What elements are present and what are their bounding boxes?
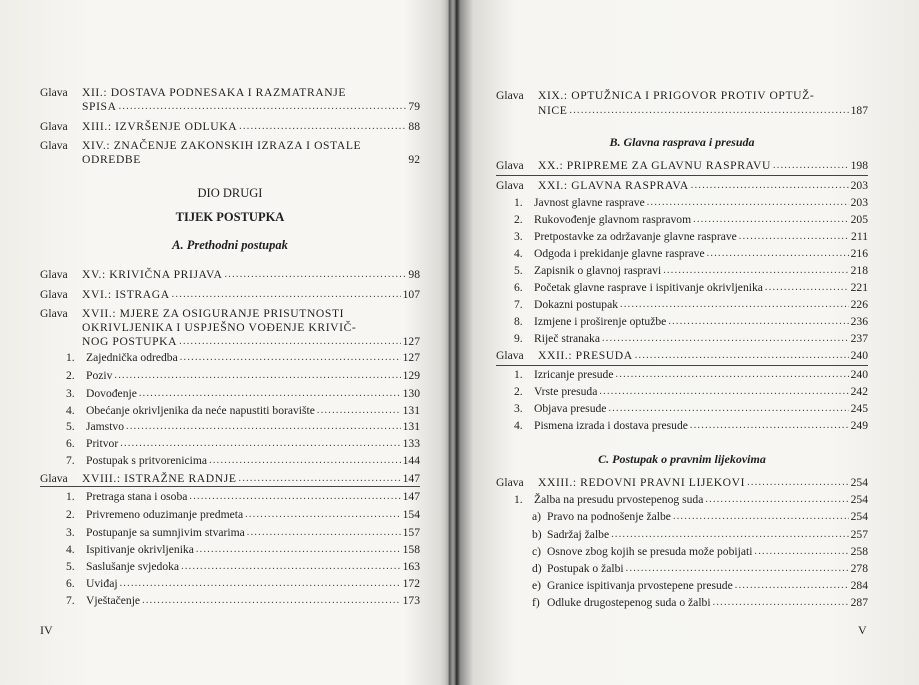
toc-subitem: f) Odluke drugostepenog suda o žalbi ..... 287	[532, 596, 868, 610]
toc-item: 3. Objava presude ..... 245	[514, 402, 868, 416]
toc-item: 1. Zajednička odredba ..... 127	[66, 351, 420, 365]
toc-item: 1. Izricanje presude ..... 240	[514, 368, 868, 382]
toc-item: 4. Obećanje okrivljenika da neće napustiti boravište ..... 131	[66, 404, 420, 418]
toc-entry: Glava XIII.: IZVRŠENJE ODLUKA ..... 88	[40, 120, 420, 134]
toc-item: 7. Vještačenje ..... 173	[66, 594, 420, 608]
toc-item: 2. Vrste presuda ..... 242	[514, 385, 868, 399]
toc-entry: Glava XX.: PRIPREME ZA GLAVNU RASPRAVU ..... 198	[496, 159, 868, 173]
page-number: IV	[40, 623, 53, 637]
left-page	[0, 0, 440, 685]
toc-item: 3. Dovođenje ..... 130	[66, 387, 420, 401]
toc-item: 7. Dokazni postupak ..... 226	[514, 298, 868, 312]
toc-item: 5. Saslušanje svjedoka ..... 163	[66, 560, 420, 574]
toc-item: 4. Ispitivanje okrivljenika ..... 158	[66, 543, 420, 557]
toc-item: 5. Jamstvo ..... 131	[66, 420, 420, 434]
divider	[496, 365, 868, 366]
toc-entry-continuation: NICE ..... 187	[538, 104, 868, 118]
toc-item: 3. Pretpostavke za održavanje glavne rasprave ..... 211	[514, 230, 868, 244]
toc-item: 6. Početak glavne rasprave i ispitivanje okrivljenika ..... 221	[514, 281, 868, 295]
toc-entry: Glava XIV.: ZNAČENJE ZAKONSKIH IZRAZA I OSTALE	[40, 139, 362, 152]
toc-subitem: a) Pravo na podnošenje žalbe ..... 254	[532, 510, 868, 524]
part-heading: DIO DRUGI	[197, 186, 263, 200]
toc-item: 2. Poziv ..... 129	[66, 369, 420, 383]
toc-entry-continuation: NOG POSTUPKA ..... 127	[82, 335, 420, 349]
toc-item: 1. Žalba na presudu prvostepenog suda ..... 254	[514, 493, 868, 507]
toc-entry: Glava XIX.: OPTUŽNICA I PRIGOVOR PROTIV OPTUŽ-	[496, 89, 815, 102]
book-gutter	[440, 0, 458, 685]
toc-item: 6. Uviđaj ..... 172	[66, 577, 420, 591]
toc-item: 3. Postupanje sa sumnjivim stvarima ..... 157	[66, 526, 420, 540]
section-heading: C. Postupak o pravnim lijekovima	[598, 452, 766, 466]
toc-item: 2. Privremeno oduzimanje predmeta ..... 154	[66, 508, 420, 522]
section-heading: A. Prethodni postupak	[172, 238, 288, 252]
toc-item: 5. Zapisnik o glavnoj raspravi ..... 218	[514, 264, 868, 278]
toc-item: 6. Pritvor ..... 133	[66, 437, 420, 451]
toc-subitem: e) Granice ispitivanja prvostepene presude ..... 284	[532, 579, 868, 593]
toc-item: 1. Pretraga stana i osoba ..... 147	[66, 490, 420, 504]
section-heading: B. Glavna rasprava i presuda	[609, 135, 755, 149]
toc-subitem: d) Postupak o žalbi ..... 278	[532, 562, 868, 576]
toc-entry: Glava XVI.: ISTRAGA ..... 107	[40, 288, 420, 302]
toc-entry: Glava XVIII.: ISTRAŽNE RADNJE ..... 147	[40, 472, 420, 486]
page-number: V	[858, 623, 867, 637]
toc-subitem: b) Sadržaj žalbe ..... 257	[532, 528, 868, 542]
toc-subitem: c) Osnove zbog kojih se presuda može pobijati ..... 258	[532, 545, 868, 559]
part-subheading: TIJEK POSTUPKA	[175, 210, 285, 224]
toc-item: 7. Postupak s pritvorenicima ..... 144	[66, 454, 420, 468]
toc-entry: Glava XXIII.: REDOVNI PRAVNI LIJEKOVI ..... 254	[496, 476, 868, 490]
toc-item: 8. Izmjene i proširenje optužbe ..... 236	[514, 315, 868, 329]
toc-item: 4. Pismena izrada i dostava presude ..... 249	[514, 419, 868, 433]
toc-entry: Glava XXII.: PRESUDA ..... 240	[496, 349, 868, 363]
toc-entry-continuation: SPISA ..... 79	[82, 100, 420, 114]
toc-item: 2. Rukovođenje glavnom raspravom ..... 205	[514, 213, 868, 227]
toc-item: 9. Riječ stranaka ..... 237	[514, 332, 868, 346]
divider	[40, 486, 420, 487]
toc-entry: Glava XV.: KRIVIČNA PRIJAVA ..... 98	[40, 268, 420, 282]
toc-entry-continuation: OKRIVLJENIKA I USPJEŠNO VOĐENJE KRIVIČ-	[82, 321, 357, 334]
toc-entry: Glava XVII.: MJERE ZA OSIGURANJE PRISUTNOSTI	[40, 307, 345, 320]
divider	[496, 175, 868, 176]
toc-entry: Glava XXI.: GLAVNA RASPRAVA ..... 203	[496, 179, 868, 193]
toc-item: 1. Javnost glavne rasprave ..... 203	[514, 196, 868, 210]
right-page	[458, 0, 919, 685]
toc-entry: Glava XII.: DOSTAVA PODNESAKA I RAZMATRANJE	[40, 86, 347, 99]
toc-entry-continuation: ODREDBE 92	[82, 153, 420, 166]
toc-item: 4. Odgoda i prekidanje glavne rasprave ..... 216	[514, 247, 868, 261]
